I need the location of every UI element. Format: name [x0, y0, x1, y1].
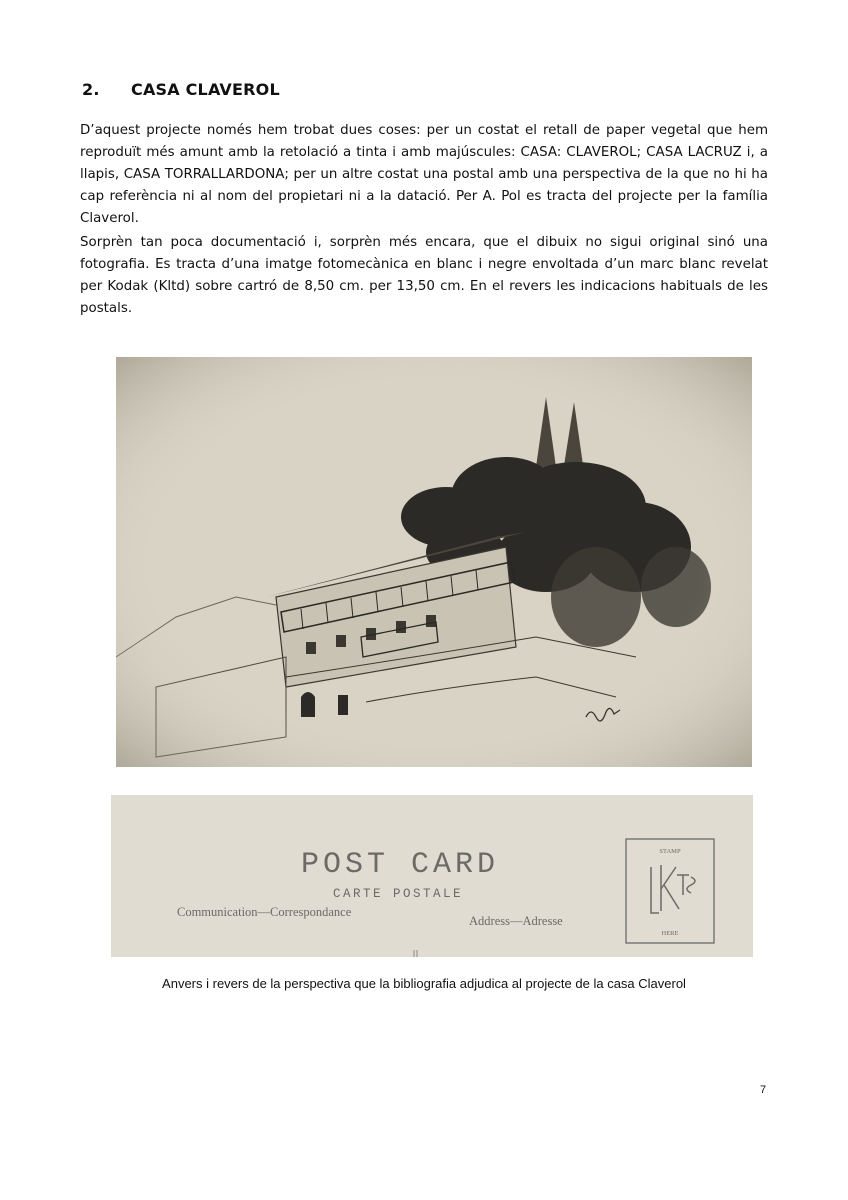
page-number: 7: [760, 1084, 767, 1096]
postcard-back-image: [111, 795, 753, 957]
section-heading: [82, 80, 280, 99]
paragraph-2: Sorprèn tan poca documentació i, sorprèn més encara, que el dibuix no sigui original sinó una fotografia. Es tracta d’una imatge fotomecànica en blanc i negre envoltada d’un marc blanc revelat per Kodak (Kltd) sobre cartró de 8,50 cm. per 13,50 cm. En el revers les indicacions habituals de les postals.: [80, 235, 768, 316]
stamp-bottom-label: HERE: [661, 930, 679, 937]
figure-caption: Anvers i revers de la perspectiva que la bibliografia adjudica al projecte de la casa Claverol: [162, 976, 686, 991]
section-number: 2.: [82, 80, 100, 99]
stamp-top-label: STAMP: [659, 848, 681, 855]
paragraph-1: D’aquest projecte només hem trobat dues coses: per un costat el retall de paper vegetal que hem reproduït més amunt amb la retolació a tinta i amb majúscules: CASA: CLAVEROL; CASA LACRUZ i, a llapis, CASA TORRALLARDONA; per un altre costat una postal amb una perspectiva de la que no hi ha cap referència ni al nom del propietari ni a la datació. Per A. Pol es tracta del projecte per la família Claverol.: [80, 123, 768, 226]
house-sketch-illustration: [116, 357, 752, 767]
carte-postale-label: CARTE POSTALE: [333, 887, 464, 901]
communication-label: Communication—Correspondance: [177, 905, 352, 919]
section-title: CASA CLAVEROL: [131, 80, 280, 99]
postcard-back-svg: [111, 795, 753, 957]
address-label: Address—Adresse: [469, 914, 563, 928]
postcard-front-image: [116, 357, 752, 767]
post-card-title: POST CARD: [301, 848, 500, 882]
